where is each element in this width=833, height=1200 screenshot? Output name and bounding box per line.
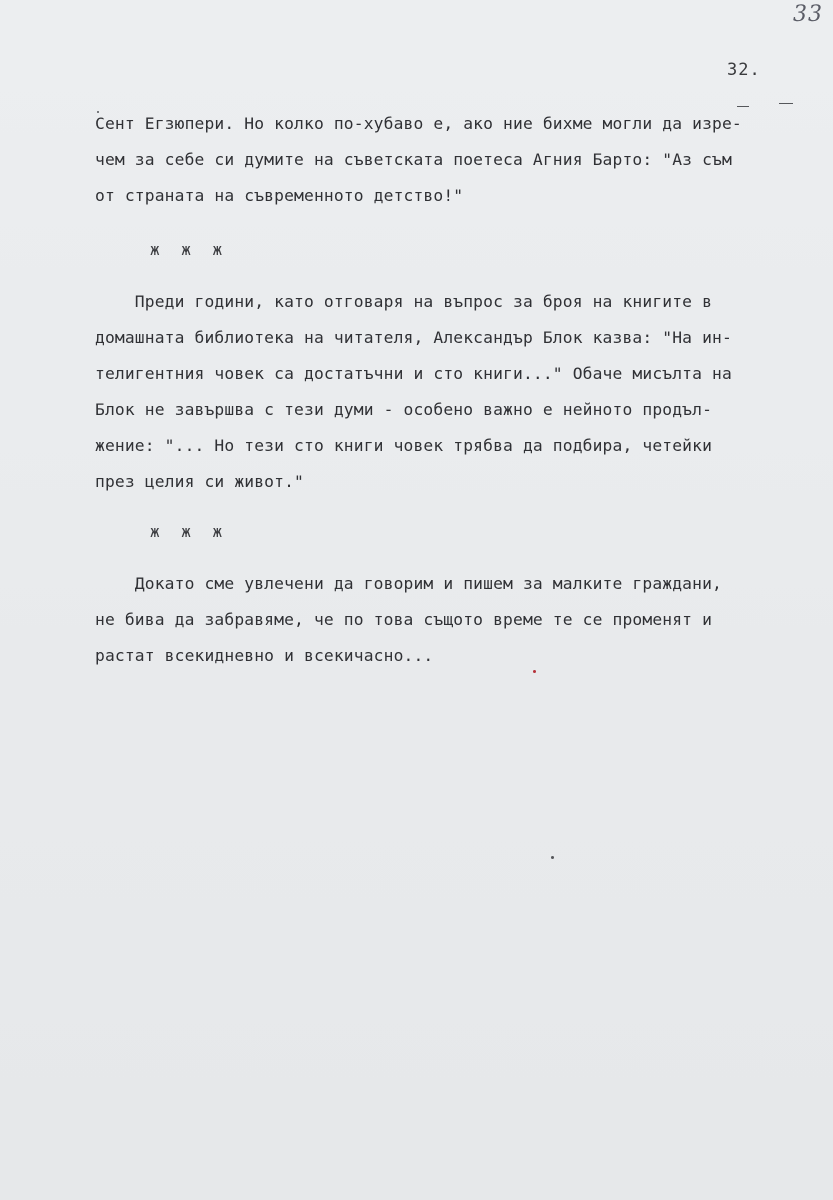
text-line: чем за себе си думите на съветската поетеса Агния Барто: "Аз съм [95, 150, 732, 169]
section-separator: ж ж ж [150, 240, 229, 259]
text-line: Преди години, като отговаря на въпрос за броя на книгите в [95, 292, 713, 311]
ink-speck [533, 670, 536, 673]
text-line: Блок не завършва с тези думи - особено важно е нейното продъл- [95, 400, 713, 419]
ink-speck [97, 111, 99, 113]
typed-dash-mark [779, 103, 793, 104]
ink-speck [551, 856, 554, 859]
text-line: през целия си живот." [95, 472, 304, 491]
text-line: растат всекидневно и всекичасно... [95, 646, 434, 665]
text-line: Сент Егзюпери. Но колко по-хубаво е, ако ние бихме могли да изре- [95, 114, 742, 133]
text-line: телигентния човек са достатъчни и сто книги..." Обаче мисълта на [95, 364, 732, 383]
text-line: от страната на съвременното детство!" [95, 186, 464, 205]
paragraph-2 [95, 284, 807, 500]
text-line: не бива да забравяме, че по това същото време те се променят и [95, 610, 713, 629]
text-line: Докато сме увлечени да говорим и пишем за малките граждани, [95, 574, 722, 593]
paragraph-1 [95, 106, 807, 214]
text-line: жение: "... Но тези сто книги човек трябва да подбира, четейки [95, 436, 713, 455]
section-separator: ж ж ж [150, 522, 229, 541]
handwritten-page-number: 33 [793, 2, 823, 27]
paragraph-3 [95, 566, 807, 674]
typed-page-number: 32. [727, 60, 761, 80]
text-line: домашната библиотека на читателя, Александър Блок казва: "На ин- [95, 328, 732, 347]
